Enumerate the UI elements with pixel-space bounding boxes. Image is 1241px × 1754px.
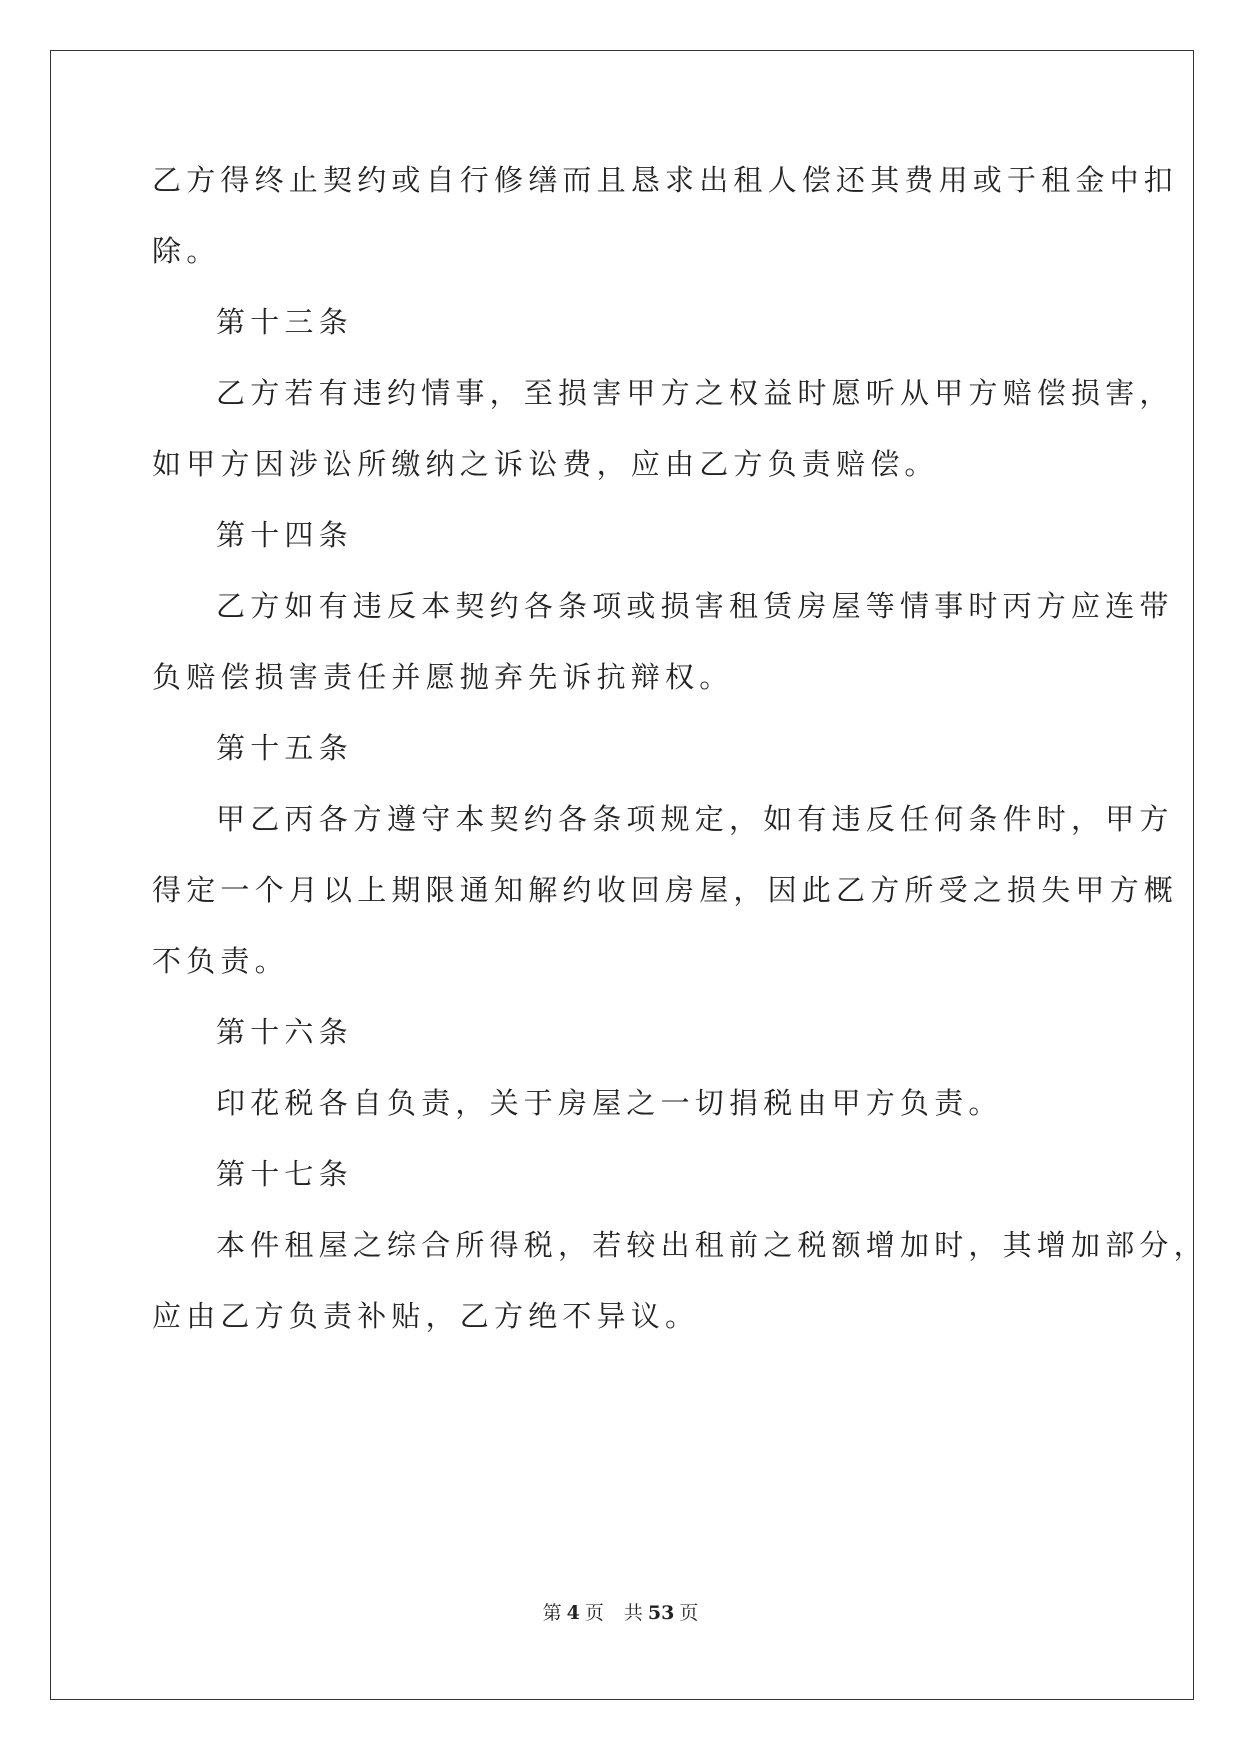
total-pages: 53: [647, 1602, 675, 1624]
text-line: 乙方得终止契约或自行修缮而且恳求出租人偿还其费用或于租金中扣: [152, 163, 1179, 197]
text-line: 如甲方因涉讼所缴纳之诉讼费，应由乙方负责赔偿。: [152, 447, 939, 481]
article-heading: 第十四条: [216, 518, 353, 552]
article-heading: 第十七条: [216, 1157, 353, 1191]
text-line: 应由乙方负责补贴，乙方绝不异议。: [152, 1299, 700, 1333]
text-line: 本件租屋之综合所得税，若较出租前之税额增加时，其增加部分，: [216, 1228, 1208, 1262]
total-prefix: 共: [623, 1602, 643, 1624]
article-heading: 第十三条: [216, 305, 353, 339]
text-line: 甲乙丙各方遵守本契约各条项规定，如有违反任何条件时，甲方: [216, 802, 1174, 836]
page-footer: [0, 1598, 1241, 1625]
page-suffix: 页: [584, 1602, 604, 1624]
page-prefix: 第: [542, 1602, 562, 1624]
article-heading: 第十六条: [216, 1015, 353, 1049]
text-line: 不负责。: [152, 944, 289, 978]
text-line: 负赔偿损害责任并愿抛弃先诉抗辩权。: [152, 660, 734, 694]
text-line: 得定一个月以上期限通知解约收回房屋，因此乙方所受之损失甲方概: [152, 873, 1179, 907]
text-line: 乙方若有违约情事，至损害甲方之权益时愿听从甲方赔偿损害，: [216, 376, 1174, 410]
text-line: 印花税各自负责，关于房屋之一切捐税由甲方负责。: [216, 1086, 1003, 1120]
page-number: 4: [566, 1602, 580, 1624]
total-suffix: 页: [679, 1602, 699, 1624]
text-line: 乙方如有违反本契约各条项或损害租赁房屋等情事时丙方应连带: [216, 589, 1174, 623]
article-heading: 第十五条: [216, 731, 353, 765]
text-line: 除。: [152, 234, 221, 268]
